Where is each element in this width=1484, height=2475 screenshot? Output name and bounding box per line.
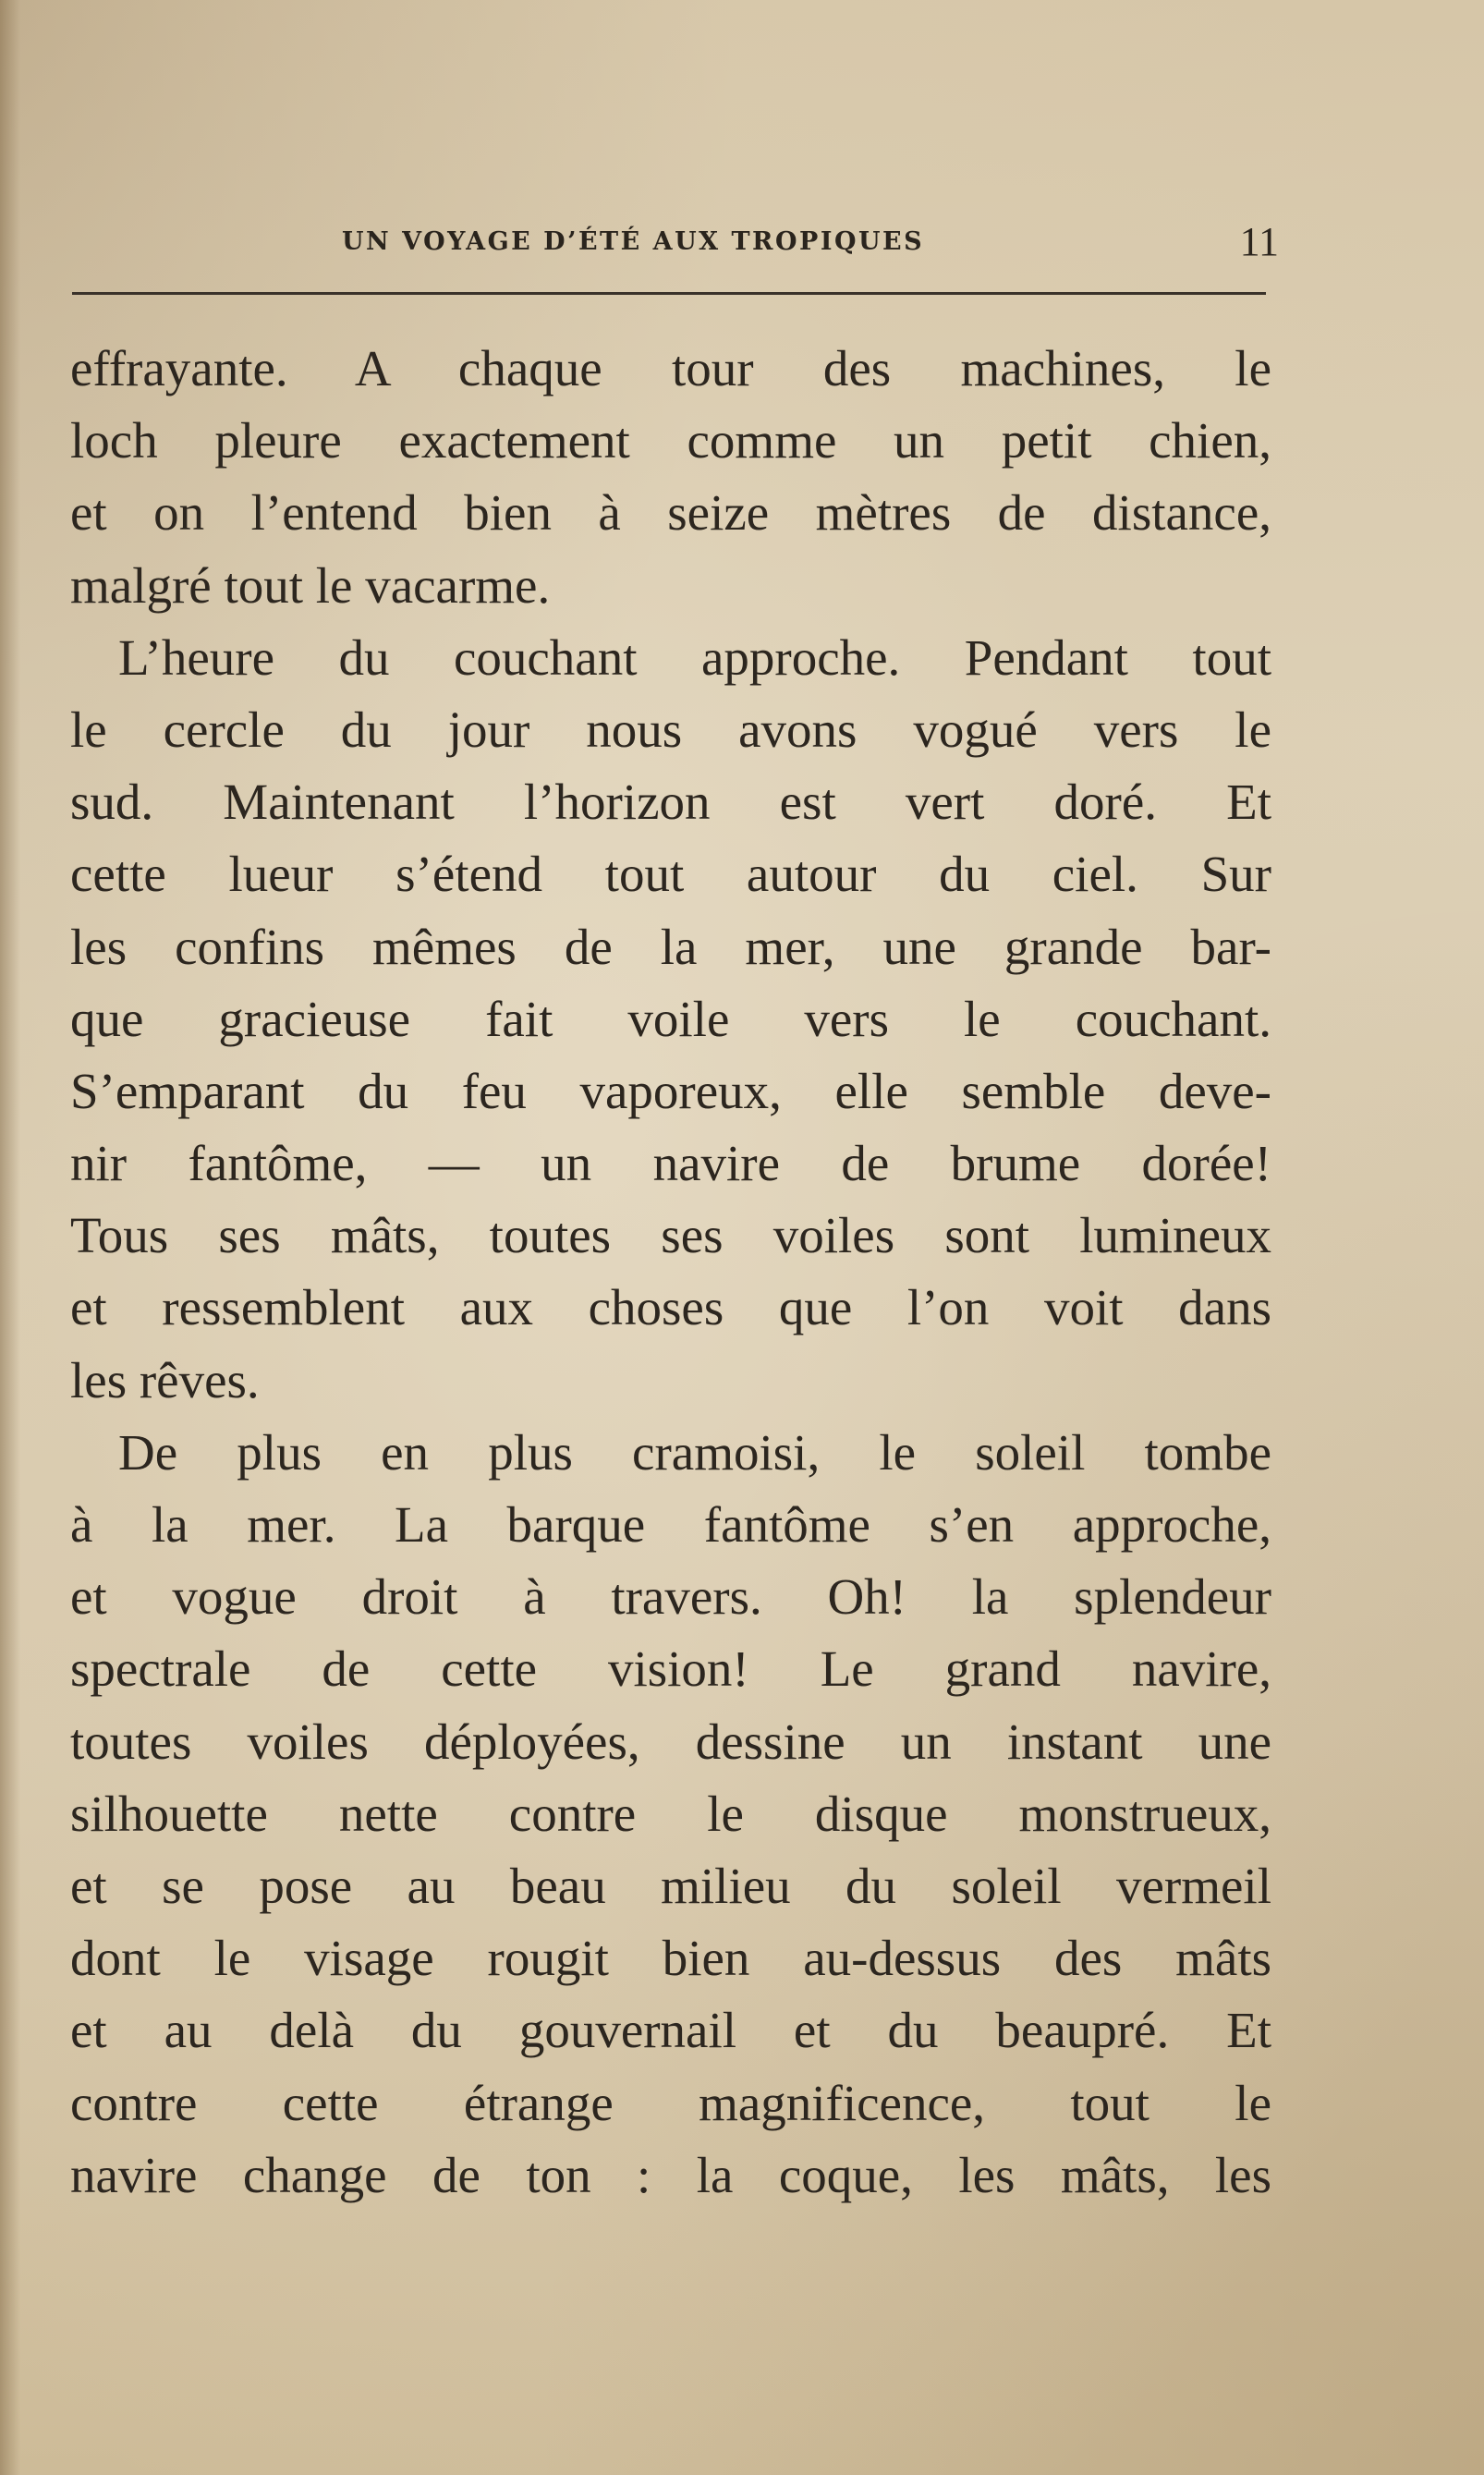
text-line: spectrale de cette vision! Le grand navire, [70, 1640, 1271, 1698]
text-line: les confins mêmes de la mer, une grande bar- [70, 918, 1271, 975]
text-line: et au delà du gouvernail et du beaupré. Et [70, 2002, 1271, 2059]
text-line: que gracieuse fait voile vers le couchant. [70, 990, 1271, 1047]
text-line: silhouette nette contre le disque monstrueux, [70, 1785, 1271, 1842]
text-line: cette lueur s’étend tout autour du ciel. Sur [70, 846, 1271, 903]
text-line: dont le visage rougit bien au-dessus des mâts [70, 1930, 1271, 1987]
text-line: Tous ses mâts, toutes ses voiles sont lumineux [70, 1207, 1271, 1264]
text-line: nir fantôme, — un navire de brume dorée! [70, 1135, 1271, 1192]
text-line: malgré tout le vacarme. [70, 556, 551, 614]
text-line: S’emparant du feu vaporeux, elle semble deve- [70, 1062, 1271, 1119]
text-line: toutes voiles déployées, dessine un instant une [70, 1713, 1271, 1770]
text-line: le cercle du jour nous avons vogué vers le [70, 701, 1271, 758]
body-text [70, 333, 1271, 2212]
text-line: contre cette étrange magnificence, tout le [70, 2074, 1271, 2131]
text-line: sud. Maintenant l’horizon est vert doré. Et [70, 774, 1271, 831]
text-line: à la mer. La barque fantôme s’en approche, [70, 1496, 1271, 1553]
running-title: UN VOYAGE D’ÉTÉ AUX TROPIQUES [342, 227, 925, 256]
running-header [70, 219, 1281, 272]
text-line: loch pleure exactement comme un petit chien, [70, 412, 1271, 469]
paragraph-first-line: L’heure du couchant approche. Pendant tout [118, 628, 1271, 686]
text-line: et ressemblent aux choses que l’on voit dans [70, 1279, 1271, 1336]
paragraph-first-line: De plus en plus cramoisi, le soleil tombe [118, 1423, 1271, 1481]
text-line: effrayante. A chaque tour des machines, le [70, 340, 1271, 396]
text-line: navire change de ton : la coque, les mâts, les [70, 2146, 1271, 2203]
text-line: et on l’entend bien à seize mètres de distance, [70, 484, 1271, 542]
text-line: et vogue droit à travers. Oh! la splendeur [70, 1568, 1271, 1626]
text-line: les rêves. [70, 1351, 260, 1408]
page-number: 11 [1239, 219, 1279, 264]
header-rule [72, 292, 1266, 295]
text-line: et se pose au beau milieu du soleil vermeil [70, 1857, 1271, 1914]
page-edge-shadow [0, 0, 20, 2475]
